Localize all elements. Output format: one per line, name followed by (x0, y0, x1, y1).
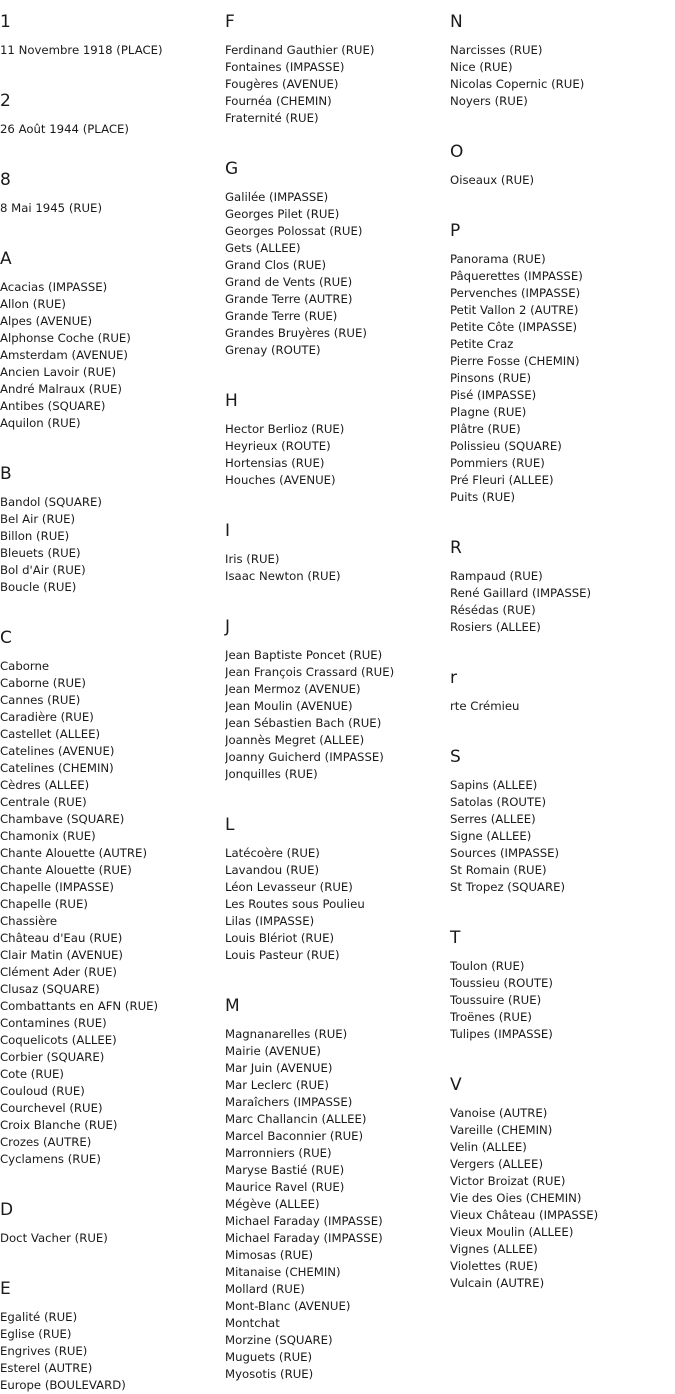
street-entry: Aquilon (RUE) (0, 416, 81, 430)
street-entry: Sapins (ALLEE) (450, 778, 538, 792)
street-entry: Ancien Lavoir (RUE) (0, 365, 117, 379)
street-entry: Bandol (SQUARE) (0, 495, 102, 509)
street-entry: Petite Craz (450, 337, 514, 351)
letter-group (225, 996, 450, 1383)
street-entry: Acacias (IMPASSE) (0, 280, 108, 294)
street-entry: Hortensias (RUE) (225, 456, 325, 470)
street-entry: Catelines (CHEMIN) (0, 761, 114, 775)
street-list (225, 647, 450, 783)
letter-group (0, 12, 225, 79)
street-entry: Chambave (SQUARE) (0, 812, 125, 826)
street-entry: Narcisses (RUE) (450, 43, 543, 57)
street-entry: Michael Faraday (IMPASSE) (225, 1214, 383, 1228)
street-entry: Oiseaux (RUE) (450, 173, 535, 187)
street-entry: Marronniers (RUE) (225, 1146, 332, 1160)
street-entry: 8 Mai 1945 (RUE) (0, 201, 102, 215)
street-entry: Jean Mermoz (AVENUE) (225, 682, 361, 696)
street-entry: Chamonix (RUE) (0, 829, 96, 843)
group-spacer (450, 506, 675, 526)
street-entry: Fougères (AVENUE) (225, 77, 339, 91)
street-entry: Amsterdam (AVENUE) (0, 348, 128, 362)
street-entry: Muguets (RUE) (225, 1350, 313, 1364)
street-entry: Panorama (RUE) (450, 252, 546, 266)
street-entry: Alphonse Coche (RUE) (0, 331, 131, 345)
group-spacer (225, 783, 450, 803)
section-letter-heading: O (450, 142, 464, 162)
street-entry: Vareille (CHEMIN) (450, 1123, 553, 1137)
street-entry: Engrives (RUE) (0, 1344, 88, 1358)
group-spacer (0, 596, 225, 616)
letter-group (225, 159, 450, 379)
street-list (225, 845, 450, 964)
street-entry: Puits (RUE) (450, 490, 516, 504)
street-entry: Plagne (RUE) (450, 405, 527, 419)
street-entry: Grandes Bruyères (RUE) (225, 326, 367, 340)
street-entry: Chassière (0, 914, 58, 928)
street-entry: Vignes (ALLEE) (450, 1242, 538, 1256)
street-entry: René Gaillard (IMPASSE) (450, 586, 592, 600)
street-entry: Antibes (SQUARE) (0, 399, 106, 413)
letter-group (225, 617, 450, 803)
street-entry: Centrale (RUE) (0, 795, 87, 809)
section-letter-heading: G (225, 159, 239, 179)
street-entry: Sources (IMPASSE) (450, 846, 560, 860)
street-list (225, 42, 450, 127)
street-entry: Toulon (RUE) (450, 959, 525, 973)
street-entry: Coquelicots (ALLEE) (0, 1033, 117, 1047)
street-entry: Château d'Eau (RUE) (0, 931, 123, 945)
street-entry: Chapelle (IMPASSE) (0, 880, 114, 894)
street-entry: Grande Terre (AUTRE) (225, 292, 353, 306)
street-list (0, 658, 225, 1168)
letter-group (450, 928, 675, 1063)
street-entry: Grenay (ROUTE) (225, 343, 321, 357)
street-entry: Polissieu (SQUARE) (450, 439, 562, 453)
street-entry: Georges Pilet (RUE) (225, 207, 340, 221)
group-spacer (0, 59, 225, 79)
street-entry: St Tropez (SQUARE) (450, 880, 566, 894)
section-letter-heading: N (450, 12, 463, 32)
street-entry: Mont-Blanc (AVENUE) (225, 1299, 351, 1313)
street-list (225, 189, 450, 359)
letter-group (225, 12, 450, 147)
group-spacer (0, 138, 225, 158)
street-entry: Alpes (AVENUE) (0, 314, 93, 328)
section-letter-heading: H (225, 391, 238, 411)
street-entry: Iris (RUE) (225, 552, 280, 566)
street-list (450, 777, 675, 896)
street-entry: Pierre Fosse (CHEMIN) (450, 354, 580, 368)
street-entry: Esterel (AUTRE) (0, 1361, 93, 1375)
street-entry: Cèdres (ALLEE) (0, 778, 90, 792)
street-entry: Chante Alouette (AUTRE) (0, 846, 148, 860)
street-entry: Joannès Megret (ALLEE) (225, 733, 365, 747)
section-letter-heading: S (450, 747, 461, 767)
street-list (0, 42, 225, 59)
group-spacer (225, 964, 450, 984)
street-entry: Jean François Crassard (RUE) (225, 665, 395, 679)
street-entry: Mar Juin (AVENUE) (225, 1061, 333, 1075)
street-entry: Mimosas (RUE) (225, 1248, 314, 1262)
street-entry: Montchat (225, 1316, 280, 1330)
letter-group (0, 1279, 225, 1394)
group-spacer (225, 359, 450, 379)
street-list (0, 200, 225, 217)
letter-group (225, 815, 450, 984)
street-entry: Vie des Oies (CHEMIN) (450, 1191, 582, 1205)
street-entry: Résédas (RUE) (450, 603, 536, 617)
street-entry: Boucle (RUE) (0, 580, 77, 594)
street-entry: Latécoère (RUE) (225, 846, 320, 860)
section-letter-heading: I (225, 521, 231, 541)
section-letter-heading: T (450, 928, 461, 948)
group-spacer (225, 489, 450, 509)
street-list (225, 551, 450, 585)
letter-group (450, 221, 675, 526)
street-entry: Vanoise (AUTRE) (450, 1106, 548, 1120)
street-entry: Morzine (SQUARE) (225, 1333, 333, 1347)
street-entry: Plâtre (RUE) (450, 422, 521, 436)
street-index-column-2 (225, 0, 450, 1383)
street-entry: Grand de Vents (RUE) (225, 275, 353, 289)
section-letter-heading: 8 (0, 170, 11, 190)
letter-group (225, 391, 450, 509)
street-entry: Pinsons (RUE) (450, 371, 532, 385)
street-entry: Victor Broizat (RUE) (450, 1174, 566, 1188)
letter-group (450, 142, 675, 209)
street-entry: Louis Blériot (RUE) (225, 931, 335, 945)
street-entry: Croix Blanche (RUE) (0, 1118, 118, 1132)
street-entry: Jean Baptiste Poncet (RUE) (225, 648, 383, 662)
group-spacer (450, 110, 675, 130)
street-entry: Hector Berlioz (RUE) (225, 422, 345, 436)
street-entry: Pisé (IMPASSE) (450, 388, 537, 402)
street-index-column-1 (0, 0, 225, 1394)
letter-group (450, 1075, 675, 1292)
street-entry: Noyers (RUE) (450, 94, 528, 108)
street-entry: Cote (RUE) (0, 1067, 64, 1081)
street-entry: Caradière (RUE) (0, 710, 94, 724)
street-entry: Eglise (RUE) (0, 1327, 72, 1341)
street-entry: Vieux Château (IMPASSE) (450, 1208, 599, 1222)
street-entry: Tulipes (IMPASSE) (450, 1027, 553, 1041)
street-entry: Houches (AVENUE) (225, 473, 336, 487)
street-entry: Léon Levasseur (RUE) (225, 880, 353, 894)
street-entry: Castellet (ALLEE) (0, 727, 101, 741)
group-spacer (450, 896, 675, 916)
street-entry: Combattants en AFN (RUE) (0, 999, 159, 1013)
street-entry: Vergers (ALLEE) (450, 1157, 544, 1171)
street-entry: Myosotis (RUE) (225, 1367, 314, 1381)
street-entry: Courchevel (RUE) (0, 1101, 103, 1115)
street-entry: Mairie (AVENUE) (225, 1044, 321, 1058)
group-spacer (450, 189, 675, 209)
street-entry: Mollard (RUE) (225, 1282, 305, 1296)
letter-group (450, 12, 675, 130)
street-entry: Bleuets (RUE) (0, 546, 81, 560)
street-entry: Cannes (RUE) (0, 693, 81, 707)
section-letter-heading: 1 (0, 12, 11, 32)
street-list (0, 279, 225, 432)
street-entry: Clair Matin (AVENUE) (0, 948, 123, 962)
street-entry: Michael Faraday (IMPASSE) (225, 1231, 383, 1245)
street-entry: Chante Alouette (RUE) (0, 863, 132, 877)
street-entry: Europe (BOULEVARD) (0, 1378, 126, 1392)
street-list (450, 42, 675, 110)
street-entry: Les Routes sous Poulieu (225, 897, 365, 911)
street-entry: 26 Août 1944 (PLACE) (0, 122, 129, 136)
street-entry: rte Crémieu (450, 699, 520, 713)
street-entry: Clusaz (SQUARE) (0, 982, 100, 996)
street-entry: Jean Moulin (AVENUE) (225, 699, 353, 713)
street-entry: Catelines (AVENUE) (0, 744, 115, 758)
section-letter-heading: C (0, 628, 12, 648)
street-list (450, 1105, 675, 1292)
section-letter-heading: J (225, 617, 231, 637)
street-entry: Troënes (RUE) (450, 1010, 532, 1024)
section-letter-heading: D (0, 1200, 14, 1220)
street-entry: Signe (ALLEE) (450, 829, 532, 843)
street-entry: Fraternité (RUE) (225, 111, 319, 125)
street-entry: Contamines (RUE) (0, 1016, 107, 1030)
letter-group (450, 668, 675, 735)
street-entry: Rampaud (RUE) (450, 569, 543, 583)
street-entry: Mar Leclerc (RUE) (225, 1078, 329, 1092)
street-entry: Clément Ader (RUE) (0, 965, 117, 979)
street-entry: Louis Pasteur (RUE) (225, 948, 340, 962)
street-entry: Caborne (RUE) (0, 676, 86, 690)
street-list (0, 1230, 225, 1247)
section-letter-heading: V (450, 1075, 462, 1095)
group-spacer (225, 585, 450, 605)
street-entry: Petite Côte (IMPASSE) (450, 320, 578, 334)
street-entry: Joanny Guicherd (IMPASSE) (225, 750, 384, 764)
section-letter-heading: B (0, 464, 12, 484)
street-entry: Crozes (AUTRE) (0, 1135, 92, 1149)
street-entry: Lavandou (RUE) (225, 863, 320, 877)
street-entry: Serres (ALLEE) (450, 812, 536, 826)
street-entry: Maurice Ravel (RUE) (225, 1180, 345, 1194)
street-entry: Lilas (IMPASSE) (225, 914, 315, 928)
street-entry: Velin (ALLEE) (450, 1140, 527, 1154)
letter-group (450, 538, 675, 656)
street-list (450, 251, 675, 506)
street-list (225, 421, 450, 489)
street-list (0, 494, 225, 596)
street-entry: Couloud (RUE) (0, 1084, 85, 1098)
street-entry: Toussuire (RUE) (450, 993, 542, 1007)
street-entry: Pâquerettes (IMPASSE) (450, 269, 583, 283)
group-spacer (450, 1043, 675, 1063)
street-list (225, 1026, 450, 1383)
street-entry: Heyrieux (ROUTE) (225, 439, 331, 453)
letter-group (0, 1200, 225, 1267)
street-entry: Mitanaise (CHEMIN) (225, 1265, 341, 1279)
street-entry: Nice (RUE) (450, 60, 513, 74)
street-entry: Gets (ALLEE) (225, 241, 301, 255)
street-entry: Fontaines (IMPASSE) (225, 60, 345, 74)
street-entry: Vieux Moulin (ALLEE) (450, 1225, 574, 1239)
group-spacer (0, 432, 225, 452)
street-entry: Grand Clos (RUE) (225, 258, 327, 272)
section-letter-heading: P (450, 221, 461, 241)
street-entry: Cyclamens (RUE) (0, 1152, 101, 1166)
section-letter-heading: E (0, 1279, 11, 1299)
street-entry: Satolas (ROUTE) (450, 795, 547, 809)
letter-group (0, 464, 225, 616)
street-list (450, 568, 675, 636)
street-entry: 11 Novembre 1918 (PLACE) (0, 43, 163, 57)
street-entry: Chapelle (RUE) (0, 897, 88, 911)
street-entry: Violettes (RUE) (450, 1259, 538, 1273)
letter-group (0, 628, 225, 1188)
street-entry: Bel Air (RUE) (0, 512, 76, 526)
section-letter-heading: R (450, 538, 462, 558)
street-entry: Bol d'Air (RUE) (0, 563, 86, 577)
street-entry: Doct Vacher (RUE) (0, 1231, 108, 1245)
letter-group (0, 91, 225, 158)
letter-group (0, 249, 225, 452)
letter-group (225, 521, 450, 605)
street-list (450, 172, 675, 189)
street-entry: Vulcain (AUTRE) (450, 1276, 545, 1290)
street-list (0, 1309, 225, 1394)
street-entry: Pré Fleuri (ALLEE) (450, 473, 554, 487)
group-spacer (0, 1168, 225, 1188)
street-entry: Pervenches (IMPASSE) (450, 286, 581, 300)
street-entry: Ferdinand Gauthier (RUE) (225, 43, 375, 57)
street-entry: Magnanarelles (RUE) (225, 1027, 348, 1041)
street-entry: Isaac Newton (RUE) (225, 569, 341, 583)
street-list (0, 121, 225, 138)
street-entry: Nicolas Copernic (RUE) (450, 77, 585, 91)
group-spacer (0, 1247, 225, 1267)
street-entry: Billon (RUE) (0, 529, 70, 543)
street-list (450, 698, 675, 715)
street-entry: Corbier (SQUARE) (0, 1050, 105, 1064)
street-entry: Toussieu (ROUTE) (450, 976, 553, 990)
street-entry: Mégève (ALLEE) (225, 1197, 320, 1211)
section-letter-heading: F (225, 12, 235, 32)
street-index-column-3 (450, 0, 675, 1292)
letter-group (450, 747, 675, 916)
street-entry: Egalité (RUE) (0, 1310, 78, 1324)
group-spacer (225, 127, 450, 147)
group-spacer (450, 715, 675, 735)
group-spacer (0, 217, 225, 237)
street-entry: Marc Challancin (ALLEE) (225, 1112, 367, 1126)
street-entry: Grande Terre (RUE) (225, 309, 338, 323)
street-list (450, 958, 675, 1043)
street-entry: André Malraux (RUE) (0, 382, 122, 396)
street-entry: Petit Vallon 2 (AUTRE) (450, 303, 579, 317)
street-entry: Marcel Baconnier (RUE) (225, 1129, 364, 1143)
section-letter-heading: M (225, 996, 240, 1016)
street-entry: Jonquilles (RUE) (225, 767, 318, 781)
section-letter-heading: 2 (0, 91, 11, 111)
street-entry: St Romain (RUE) (450, 863, 547, 877)
street-entry: Jean Sébastien Bach (RUE) (225, 716, 382, 730)
street-entry: Galilée (IMPASSE) (225, 190, 329, 204)
section-letter-heading: r (450, 668, 457, 688)
street-entry: Pommiers (RUE) (450, 456, 545, 470)
section-letter-heading: A (0, 249, 12, 269)
section-letter-heading: L (225, 815, 235, 835)
street-entry: Rosiers (ALLEE) (450, 620, 541, 634)
street-entry: Maryse Bastié (RUE) (225, 1163, 345, 1177)
letter-group (0, 170, 225, 237)
street-entry: Caborne (0, 659, 50, 673)
street-entry: Georges Polossat (RUE) (225, 224, 363, 238)
group-spacer (450, 636, 675, 656)
street-entry: Fournéa (CHEMIN) (225, 94, 332, 108)
street-entry: Maraîchers (IMPASSE) (225, 1095, 353, 1109)
street-entry: Allon (RUE) (0, 297, 66, 311)
